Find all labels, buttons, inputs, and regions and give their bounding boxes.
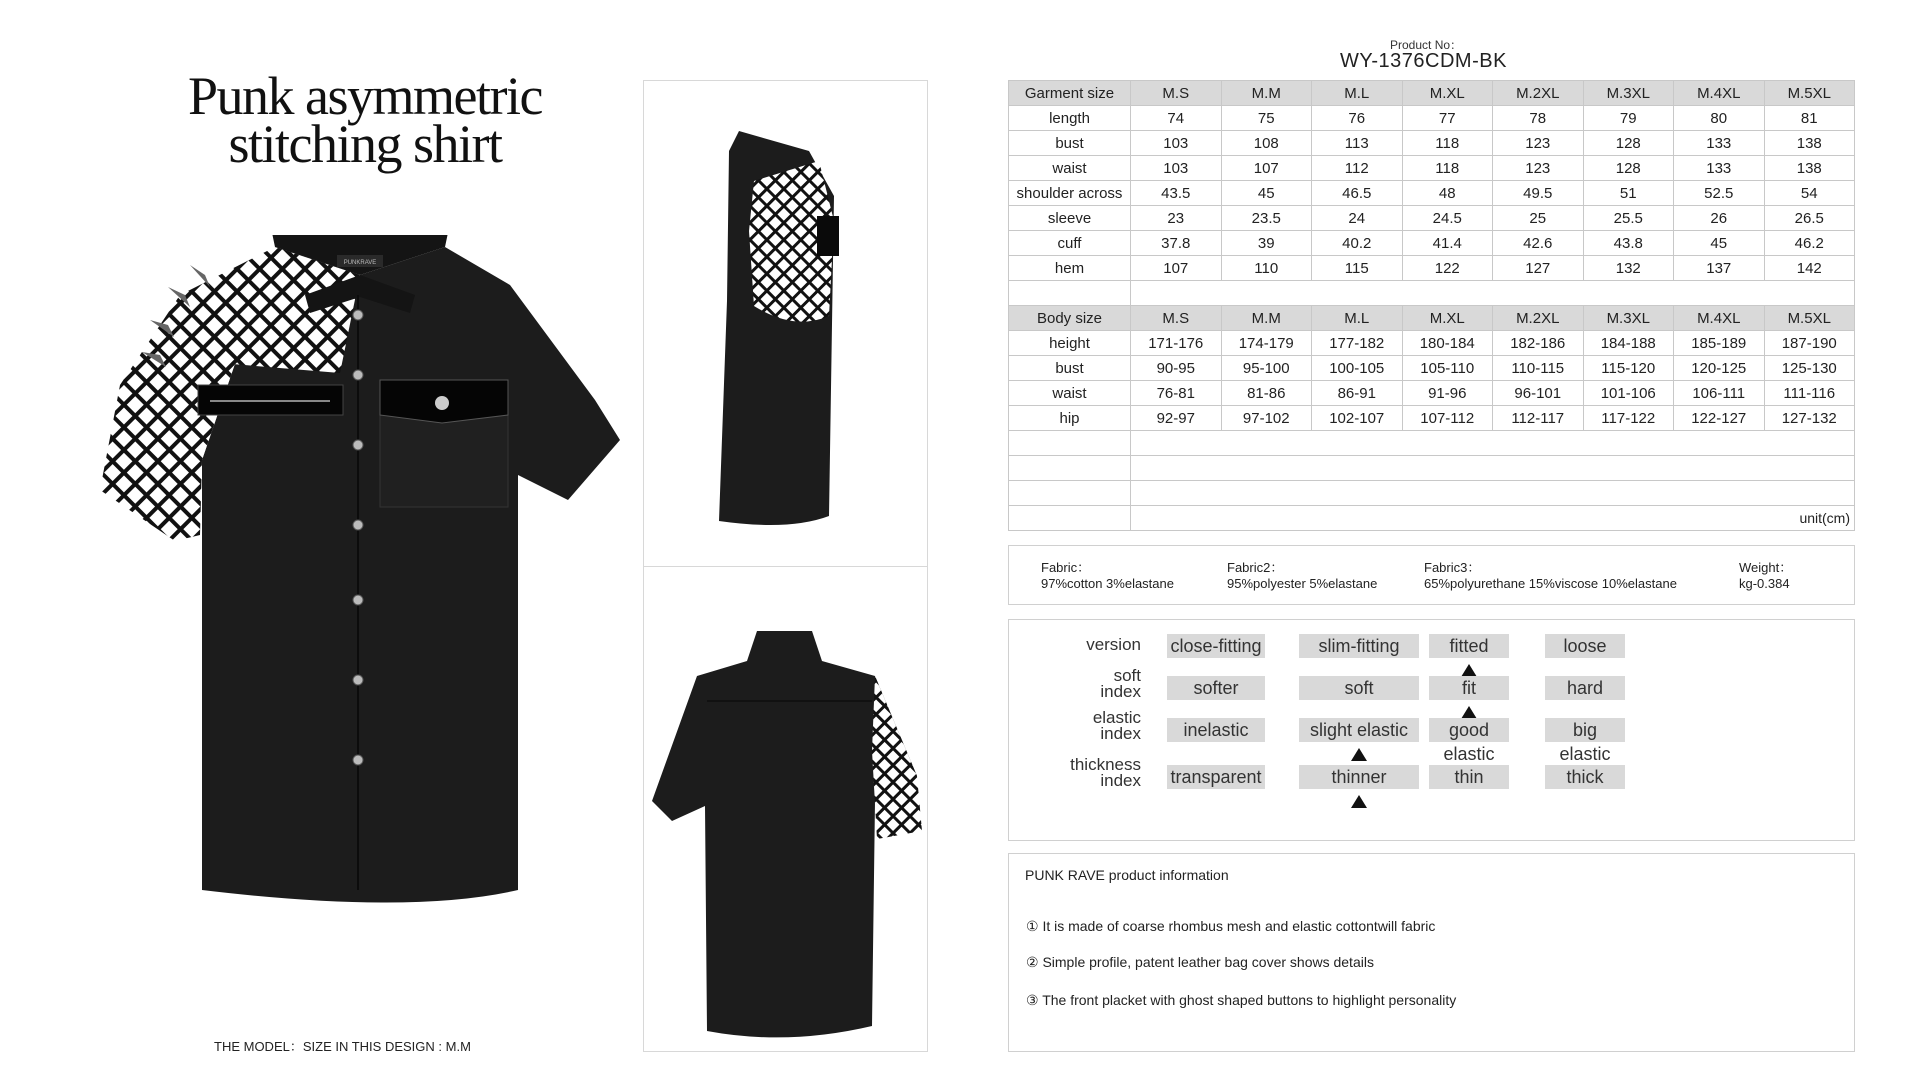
table-cell: 54: [1764, 181, 1855, 206]
index-option: thick: [1545, 765, 1625, 789]
side-view-shirt-image: [699, 121, 879, 531]
table-cell: 138: [1764, 131, 1855, 156]
blank-cell: [1131, 456, 1855, 481]
size-column-header: M.M: [1221, 306, 1312, 331]
blank-cell: [1009, 431, 1131, 456]
table-cell: 79: [1583, 106, 1674, 131]
table-cell: 133: [1674, 131, 1765, 156]
fabric-info-box: [1008, 545, 1855, 605]
fabric3-label: Fabric3：: [1424, 560, 1481, 575]
size-column-header: M.S: [1131, 306, 1222, 331]
index-option: loose: [1545, 634, 1625, 658]
table-cell: 25: [1493, 206, 1584, 231]
product-info-item-2: ② Simple profile, patent leather bag cover shows details: [1026, 954, 1374, 970]
table-cell: 90-95: [1131, 356, 1222, 381]
fabric1-value: 97%cotton 3%elastane: [1041, 576, 1174, 591]
index-option: big elastic: [1545, 718, 1625, 742]
table-cell: 184-188: [1583, 331, 1674, 356]
row-label: length: [1009, 106, 1131, 131]
row-label: shoulder across: [1009, 181, 1131, 206]
table-row: [1009, 131, 1855, 156]
table-cell: 115-120: [1583, 356, 1674, 381]
blank-row: [1009, 506, 1855, 531]
table-row: [1009, 356, 1855, 381]
blank-row: [1009, 431, 1855, 456]
table-cell: 25.5: [1583, 206, 1674, 231]
fabric2: [1227, 560, 1377, 592]
row-label: hem: [1009, 256, 1131, 281]
table-cell: 76: [1312, 106, 1403, 131]
table-cell: 107: [1221, 156, 1312, 181]
index-option: good elastic: [1429, 718, 1509, 742]
table-cell: 122-127: [1674, 406, 1765, 431]
product-title-line2: stitching shirt: [228, 114, 502, 174]
table-cell: 182-186: [1493, 331, 1584, 356]
table-cell: 43.5: [1131, 181, 1222, 206]
table-cell: 137: [1674, 256, 1765, 281]
product-info-box: [1008, 853, 1855, 1052]
blank-cell: [1009, 481, 1131, 506]
table-cell: 127: [1493, 256, 1584, 281]
table-cell: 77: [1402, 106, 1493, 131]
size-column-header: M.4XL: [1674, 306, 1765, 331]
body_table-header-row: [1009, 306, 1855, 331]
size-column-header: M.L: [1312, 306, 1403, 331]
row-label: height: [1009, 331, 1131, 356]
table-cell: 187-190: [1764, 331, 1855, 356]
index-option: thinner: [1299, 765, 1419, 789]
table-cell: 45: [1221, 181, 1312, 206]
index-label-0: version: [1086, 635, 1141, 654]
table-row: [1009, 331, 1855, 356]
table-cell: 113: [1312, 131, 1403, 156]
table-cell: 96-101: [1493, 381, 1584, 406]
table-row: [1009, 406, 1855, 431]
garment_table-header-row: [1009, 81, 1855, 106]
blank-cell: [1009, 456, 1131, 481]
table-cell: 42.6: [1493, 231, 1584, 256]
table-cell: 95-100: [1221, 356, 1312, 381]
table-cell: 91-96: [1402, 381, 1493, 406]
table-cell: 122: [1402, 256, 1493, 281]
table-cell: 110-115: [1493, 356, 1584, 381]
table-cell: 39: [1221, 231, 1312, 256]
size-column-header: M.5XL: [1764, 81, 1855, 106]
index-option: inelastic: [1167, 718, 1265, 742]
table-cell: 118: [1402, 156, 1493, 181]
table-cell: 120-125: [1674, 356, 1765, 381]
product-title-line1: Punk asymmetric: [188, 66, 542, 126]
table-cell: 49.5: [1493, 181, 1584, 206]
table-cell: 80: [1674, 106, 1765, 131]
size-column-header: M.S: [1131, 81, 1222, 106]
table-cell: 106-111: [1674, 381, 1765, 406]
table-cell: 103: [1131, 156, 1222, 181]
table-cell: 92-97: [1131, 406, 1222, 431]
table-cell: 133: [1674, 156, 1765, 181]
table-cell: 128: [1583, 131, 1674, 156]
table-cell: 101-106: [1583, 381, 1674, 406]
table-cell: 112: [1312, 156, 1403, 181]
selected-indicator-icon: [1351, 795, 1367, 808]
table-cell: 40.2: [1312, 231, 1403, 256]
row-label: bust: [1009, 356, 1131, 381]
index-label-2: elastic index: [1092, 708, 1141, 743]
table-cell: 46.2: [1764, 231, 1855, 256]
views-divider: [644, 566, 927, 567]
table-cell: 46.5: [1312, 181, 1403, 206]
table-cell: 118: [1402, 131, 1493, 156]
index-option: slim-fitting: [1299, 634, 1419, 658]
row-label: bust: [1009, 131, 1131, 156]
weight: [1739, 560, 1792, 592]
table-cell: 111-116: [1764, 381, 1855, 406]
table-cell: 112-117: [1493, 406, 1584, 431]
table-cell: 97-102: [1221, 406, 1312, 431]
table-cell: 76-81: [1131, 381, 1222, 406]
size-chart-table: [1008, 80, 1855, 531]
product-number-label: Product No：: [1390, 38, 1463, 52]
product-info-item-3: ③ The front placket with ghost shaped buttons to highlight personality: [1026, 992, 1457, 1008]
index-option: fitted: [1429, 634, 1509, 658]
fabric3-value: 65%polyurethane 15%viscose 10%elastane: [1424, 576, 1677, 591]
row-label: sleeve: [1009, 206, 1131, 231]
table-cell: 108: [1221, 131, 1312, 156]
table-cell: 174-179: [1221, 331, 1312, 356]
size-column-header: M.3XL: [1583, 81, 1674, 106]
index-option: fit: [1429, 676, 1509, 700]
front-shirt-image: [90, 235, 630, 915]
table-cell: 115: [1312, 256, 1403, 281]
index-option: thin: [1429, 765, 1509, 789]
table-cell: 37.8: [1131, 231, 1222, 256]
table-cell: 107: [1131, 256, 1222, 281]
size-column-header: M.M: [1221, 81, 1312, 106]
table-cell: 180-184: [1402, 331, 1493, 356]
table-cell: 110: [1221, 256, 1312, 281]
table-cell: 123: [1493, 156, 1584, 181]
table-cell: 100-105: [1312, 356, 1403, 381]
table-cell: 132: [1583, 256, 1674, 281]
fabric1: [1041, 560, 1174, 592]
table-row: [1009, 106, 1855, 131]
table-cell: 45: [1674, 231, 1765, 256]
index-option: close-fitting: [1167, 634, 1265, 658]
blank-cell: [1131, 481, 1855, 506]
table-cell: 52.5: [1674, 181, 1765, 206]
table-cell: 185-189: [1674, 331, 1765, 356]
index-option: transparent: [1167, 765, 1265, 789]
index-option: hard: [1545, 676, 1625, 700]
table-cell: 117-122: [1583, 406, 1674, 431]
product-info-item-1: ① It is made of coarse rhombus mesh and elastic cottontwill fabric: [1026, 918, 1436, 934]
row-label: waist: [1009, 156, 1131, 181]
fabric2-value: 95%polyester 5%elastane: [1227, 576, 1378, 591]
index-option: soft: [1299, 676, 1419, 700]
table-cell: 26: [1674, 206, 1765, 231]
product-title: [160, 66, 570, 174]
table-cell: 138: [1764, 156, 1855, 181]
unit-note: unit(cm): [1131, 506, 1855, 531]
fabric3: [1424, 560, 1677, 592]
alternate-views-panel: [643, 80, 928, 1052]
table-cell: 23.5: [1221, 206, 1312, 231]
table-cell: 103: [1131, 131, 1222, 156]
table-cell: 43.8: [1583, 231, 1674, 256]
table-cell: 102-107: [1312, 406, 1403, 431]
blank-row: [1009, 281, 1855, 306]
table-cell: 127-132: [1764, 406, 1855, 431]
index-option: softer: [1167, 676, 1265, 700]
table-cell: 24: [1312, 206, 1403, 231]
table-cell: 125-130: [1764, 356, 1855, 381]
table-cell: 81: [1764, 106, 1855, 131]
table-cell: 41.4: [1402, 231, 1493, 256]
table-cell: 75: [1221, 106, 1312, 131]
size-column-header: M.2XL: [1493, 81, 1584, 106]
table-row: [1009, 206, 1855, 231]
weight-value: kg-0.384: [1739, 576, 1790, 591]
size-column-header: M.XL: [1402, 306, 1493, 331]
table-cell: 26.5: [1764, 206, 1855, 231]
table-cell: 86-91: [1312, 381, 1403, 406]
blank-cell: [1009, 281, 1131, 306]
table-cell: 48: [1402, 181, 1493, 206]
row-label: cuff: [1009, 231, 1131, 256]
index-label-3: thickness index: [1070, 755, 1141, 790]
blank-cell: [1009, 506, 1131, 531]
table-row: [1009, 231, 1855, 256]
product-info-title: PUNK RAVE product information: [1025, 867, 1229, 883]
table-cell: 107-112: [1402, 406, 1493, 431]
product-number: WY-1376CDM-BK: [1340, 50, 1507, 72]
size-column-header: M.5XL: [1764, 306, 1855, 331]
table-row: [1009, 381, 1855, 406]
blank-row: [1009, 456, 1855, 481]
blank-cell: [1131, 431, 1855, 456]
index-option: slight elastic: [1299, 718, 1419, 742]
blank-cell: [1131, 281, 1855, 306]
fit-index-box: [1008, 619, 1855, 841]
table-cell: 24.5: [1402, 206, 1493, 231]
selected-indicator-icon: [1351, 748, 1367, 761]
size-column-header: M.2XL: [1493, 306, 1584, 331]
index-label-1: soft index: [1100, 666, 1141, 701]
table-header-label: Body size: [1009, 306, 1131, 331]
fabric2-label: Fabric2：: [1227, 560, 1284, 575]
row-label: hip: [1009, 406, 1131, 431]
table-cell: 177-182: [1312, 331, 1403, 356]
collar-tag-text: PUNKRAVE: [343, 260, 377, 266]
table-row: [1009, 181, 1855, 206]
weight-label: Weight：: [1739, 560, 1793, 575]
table-cell: 142: [1764, 256, 1855, 281]
size-column-header: M.4XL: [1674, 81, 1765, 106]
table-cell: 105-110: [1402, 356, 1493, 381]
table-cell: 123: [1493, 131, 1584, 156]
table-cell: 51: [1583, 181, 1674, 206]
table-cell: 74: [1131, 106, 1222, 131]
table-cell: 78: [1493, 106, 1584, 131]
blank-row: [1009, 481, 1855, 506]
size-column-header: M.L: [1312, 81, 1403, 106]
size-column-header: M.3XL: [1583, 306, 1674, 331]
model-size-note: THE MODEL：SIZE IN THIS DESIGN : M.M: [214, 1039, 471, 1054]
size-column-header: M.XL: [1402, 81, 1493, 106]
fabric1-label: Fabric：: [1041, 560, 1091, 575]
table-cell: 128: [1583, 156, 1674, 181]
back-view-shirt-image: [647, 621, 925, 1051]
table-cell: 23: [1131, 206, 1222, 231]
table-row: [1009, 156, 1855, 181]
table-row: [1009, 256, 1855, 281]
table-cell: 171-176: [1131, 331, 1222, 356]
table-header-label: Garment size: [1009, 81, 1131, 106]
table-cell: 81-86: [1221, 381, 1312, 406]
row-label: waist: [1009, 381, 1131, 406]
